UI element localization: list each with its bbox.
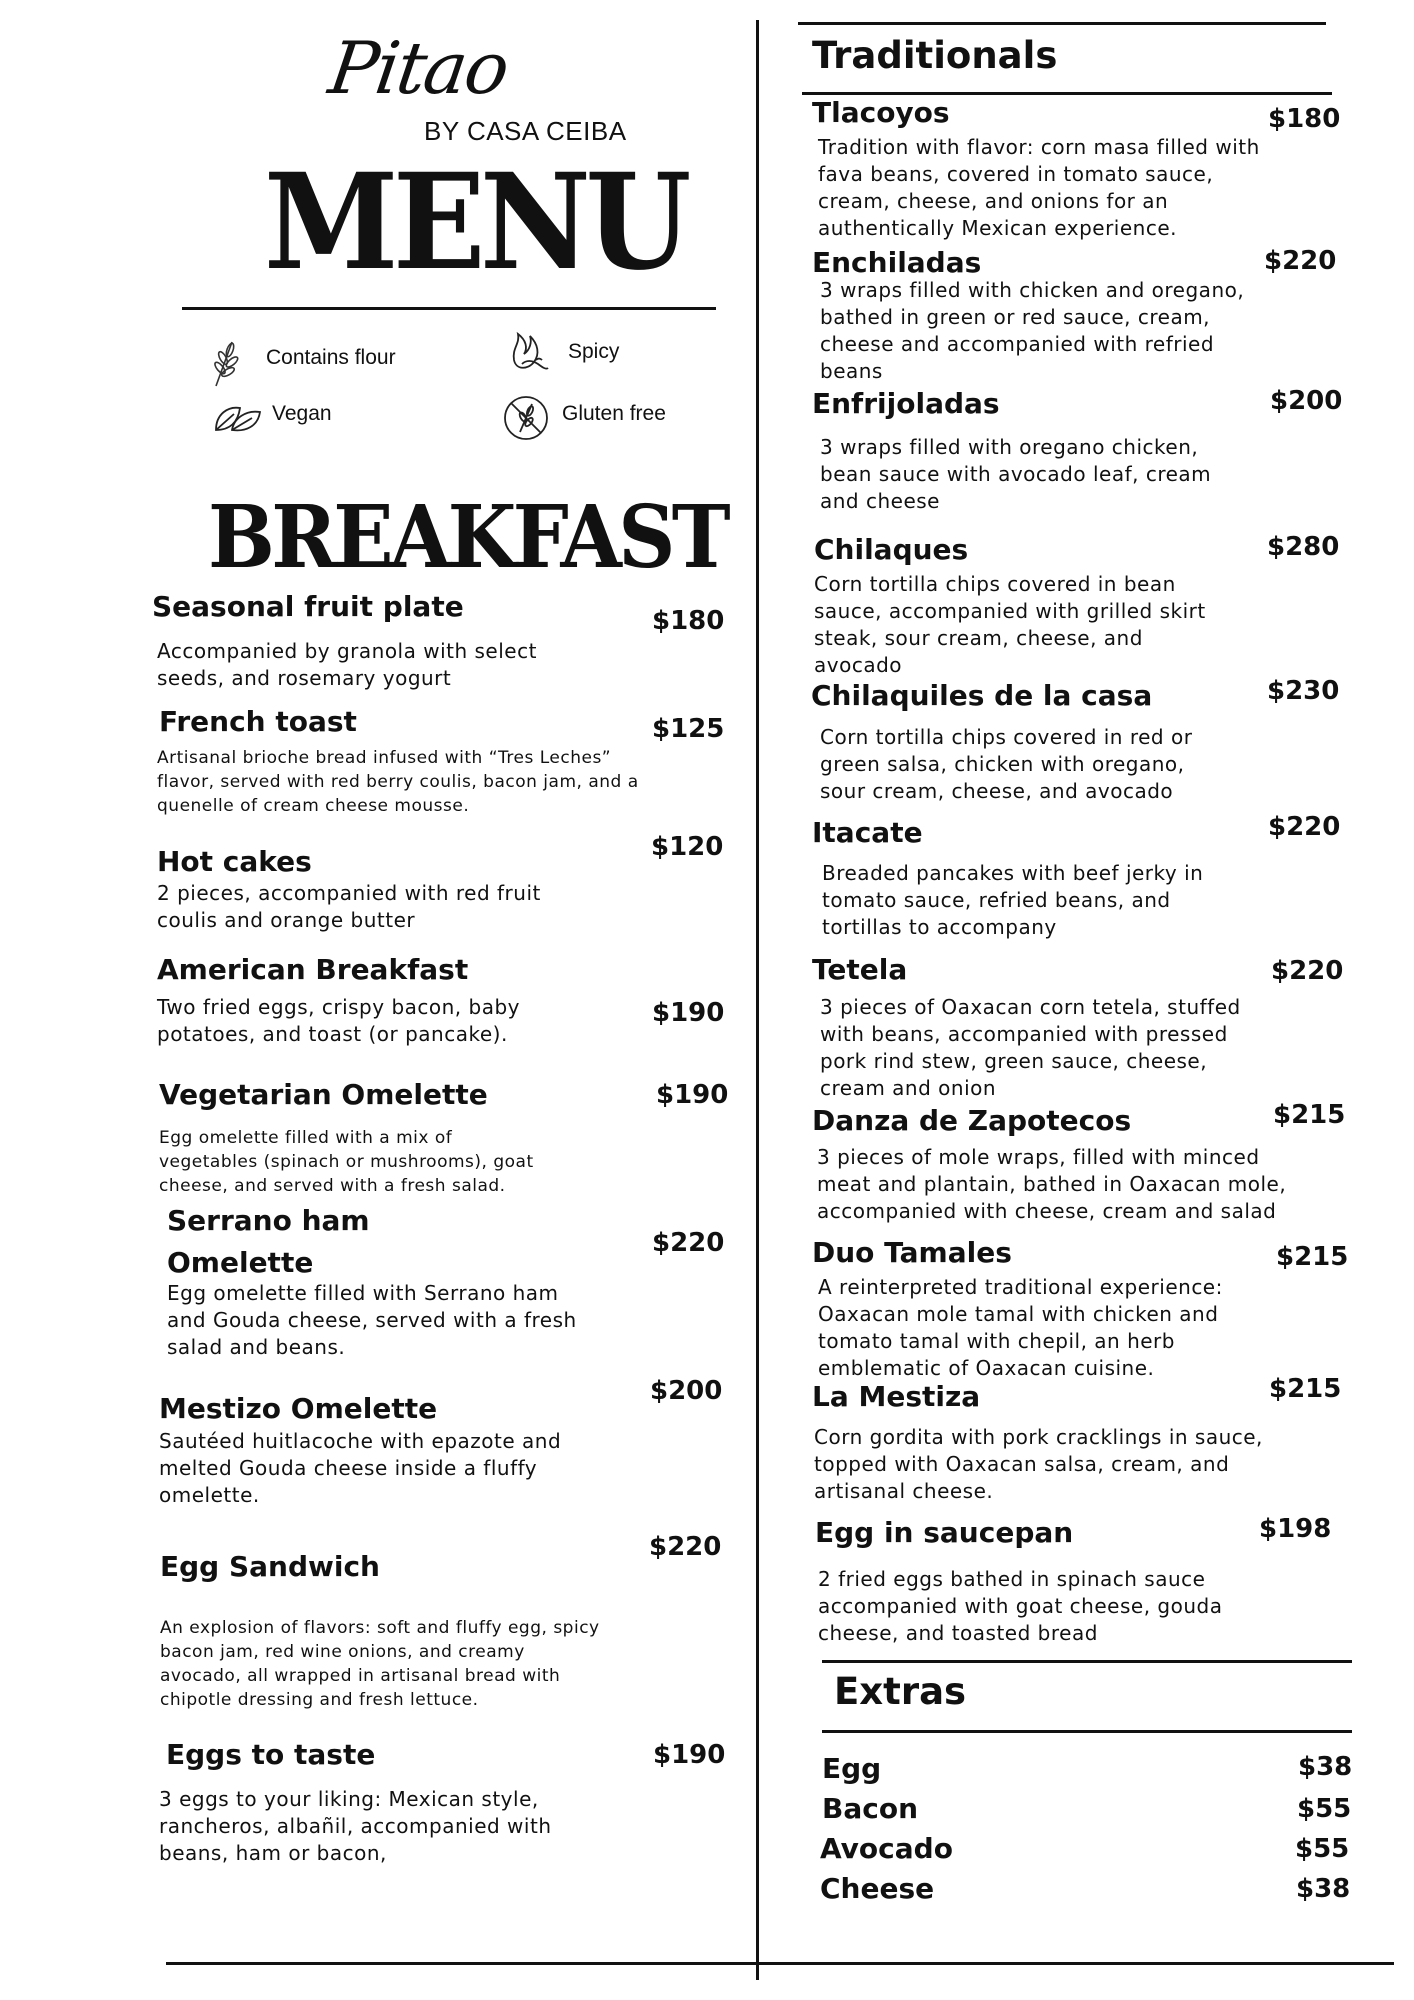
- item-name: Eggs to taste: [166, 1738, 376, 1771]
- item-description: Breaded pancakes with beef jerky in tomato sauce, refried beans, and tortillas to accompany: [822, 861, 1204, 939]
- bottom-rule: [166, 1962, 1394, 1965]
- legend-gluten-free-label: Gluten free: [562, 402, 666, 425]
- item-description: Corn gordita with pork cracklings in sauce, topped with Oaxacan salsa, cream, and artisanal cheese.: [814, 1425, 1263, 1503]
- item-description: Artisanal brioche bread infused with “Tres Leches” flavor, served with red berry coulis, bacon jam, and a quenelle of cream cheese mousse.: [157, 748, 639, 816]
- item-name: Chilaquiles de la casa: [811, 679, 1153, 712]
- item-price: $125: [652, 714, 725, 744]
- brand-byline: BY CASA CEIBA: [424, 116, 627, 146]
- item-name: Tetela: [812, 953, 908, 986]
- extras-top-rule: [822, 1660, 1352, 1663]
- leaves-icon: [212, 400, 264, 436]
- extras-bottom-rule: [822, 1730, 1352, 1733]
- item-description: Accompanied by granola with select seeds, and rosemary yogurt: [157, 639, 537, 690]
- item-name: Egg in saucepan: [815, 1516, 1074, 1549]
- gluten-free-icon: [502, 394, 550, 442]
- item-price: $220: [1271, 956, 1344, 986]
- legend-flour-label: Contains flour: [266, 346, 396, 369]
- item-price: $190: [656, 1080, 729, 1110]
- item-name: American Breakfast: [157, 953, 469, 986]
- item-description: 3 pieces of Oaxacan corn tetela, stuffed with beans, accompanied with pressed pork rind stew, green sauce, cheese, cream and onion: [820, 995, 1241, 1100]
- item-price: $200: [650, 1376, 723, 1406]
- item-price: $190: [653, 1740, 726, 1770]
- item-price: $200: [1270, 386, 1343, 416]
- item-name: Duo Tamales: [812, 1236, 1012, 1269]
- item-description: Corn tortilla chips covered in red or green salsa, chicken with oregano, sour cream, cheese, and avocado: [820, 725, 1193, 803]
- item-name: Serrano ham: [167, 1204, 370, 1237]
- traditionals-bottom-rule: [802, 92, 1332, 95]
- item-description: 3 wraps filled with oregano chicken, bean sauce with avocado leaf, cream and cheese: [820, 435, 1212, 513]
- item-description: A reinterpreted traditional experience: Oaxacan mole tamal with chicken and tomato tamal with chepil, an herb emblematic of Oaxacan cuisine.: [818, 1275, 1223, 1380]
- title-divider: [182, 307, 716, 310]
- item-description: 2 pieces, accompanied with red fruit coulis and orange butter: [157, 881, 541, 932]
- item-price: $215: [1273, 1100, 1346, 1130]
- item-description: 3 wraps filled with chicken and oregano, bathed in green or red sauce, cream, cheese and accompanied with refried beans: [820, 278, 1245, 383]
- legend-vegan-label: Vegan: [272, 402, 332, 425]
- item-description: Egg omelette filled with Serrano ham and Gouda cheese, served with a fresh salad and beans.: [167, 1281, 577, 1359]
- item-name: Danza de Zapotecos: [812, 1104, 1132, 1137]
- traditionals-top-rule: [798, 22, 1326, 25]
- item-name: Mestizo Omelette: [159, 1392, 438, 1425]
- item-price: $220: [1264, 246, 1337, 276]
- wheat-icon: [208, 338, 244, 388]
- item-price: $180: [1268, 104, 1341, 134]
- breakfast-title: BREAKFAST: [208, 487, 727, 588]
- item-description: Two fried eggs, crispy bacon, baby potatoes, and toast (or pancake).: [157, 995, 521, 1046]
- item-price: $220: [652, 1228, 725, 1258]
- extra-price: $55: [1295, 1834, 1350, 1864]
- item-description: An explosion of flavors: soft and fluffy egg, spicy bacon jam, red wine onions, and creamy avocado, all wrapped in artisanal bread with chipotle dressing and fresh lettuce.: [160, 1618, 600, 1710]
- item-description: Sautéed huitlacoche with epazote and melted Gouda cheese inside a fluffy omelette.: [159, 1429, 562, 1507]
- extra-name: Avocado: [820, 1832, 953, 1865]
- extras-title: Extras: [834, 1670, 967, 1713]
- extra-price: $38: [1296, 1874, 1351, 1904]
- item-name: Enchiladas: [812, 246, 982, 279]
- item-name: Seasonal fruit plate: [152, 590, 464, 623]
- extra-name: Egg: [822, 1752, 882, 1785]
- extra-name: Cheese: [820, 1872, 935, 1905]
- item-price: $215: [1276, 1242, 1349, 1272]
- item-name: Tlacoyos: [812, 96, 950, 129]
- item-name: Hot cakes: [157, 845, 312, 878]
- item-name: Itacate: [812, 816, 923, 849]
- chili-flame-icon: [508, 330, 550, 374]
- item-name: La Mestiza: [812, 1380, 981, 1413]
- traditionals-title: Traditionals: [812, 34, 1058, 77]
- extra-price: $38: [1298, 1752, 1353, 1782]
- item-description: Egg omelette filled with a mix of vegetables (spinach or mushrooms), goat cheese, and served with a fresh salad.: [159, 1128, 534, 1196]
- item-price: $180: [652, 606, 725, 636]
- extra-name: Bacon: [822, 1792, 919, 1825]
- item-name: French toast: [159, 705, 357, 738]
- item-name: Enfrijoladas: [812, 387, 1000, 420]
- brand-logo-script: Pitao: [324, 26, 513, 110]
- item-description: Tradition with flavor: corn masa filled with fava beans, covered in tomato sauce, cream, cheese, and onions for an authentically Mexican experience.: [818, 135, 1260, 240]
- extra-price: $55: [1297, 1794, 1352, 1824]
- legend-spicy-label: Spicy: [568, 340, 620, 363]
- item-price: $190: [652, 998, 725, 1028]
- item-price: $198: [1259, 1514, 1332, 1544]
- item-description: 3 pieces of mole wraps, filled with minced meat and plantain, bathed in Oaxacan mole, accompanied with cheese, cream and salad: [817, 1145, 1287, 1223]
- item-description: Corn tortilla chips covered in bean sauce, accompanied with grilled skirt steak, sour cream, cheese, and avocado: [814, 572, 1206, 677]
- item-price: $230: [1267, 676, 1340, 706]
- item-price: $220: [1268, 812, 1341, 842]
- item-description: 2 fried eggs bathed in spinach sauce accompanied with goat cheese, gouda cheese, and toasted bread: [818, 1567, 1223, 1645]
- item-price: $215: [1269, 1374, 1342, 1404]
- item-price: $220: [649, 1532, 722, 1562]
- item-price: $280: [1267, 532, 1340, 562]
- item-description: 3 eggs to your liking: Mexican style, rancheros, albañil, accompanied with beans, ham or bacon,: [159, 1787, 552, 1865]
- item-name: Egg Sandwich: [160, 1550, 380, 1583]
- column-divider: [756, 20, 759, 1980]
- item-name: Chilaques: [814, 533, 969, 566]
- item-name-line2: Omelette: [167, 1246, 314, 1279]
- item-name: Vegetarian Omelette: [159, 1078, 488, 1111]
- item-price: $120: [651, 832, 724, 862]
- menu-title: MENU: [264, 145, 686, 300]
